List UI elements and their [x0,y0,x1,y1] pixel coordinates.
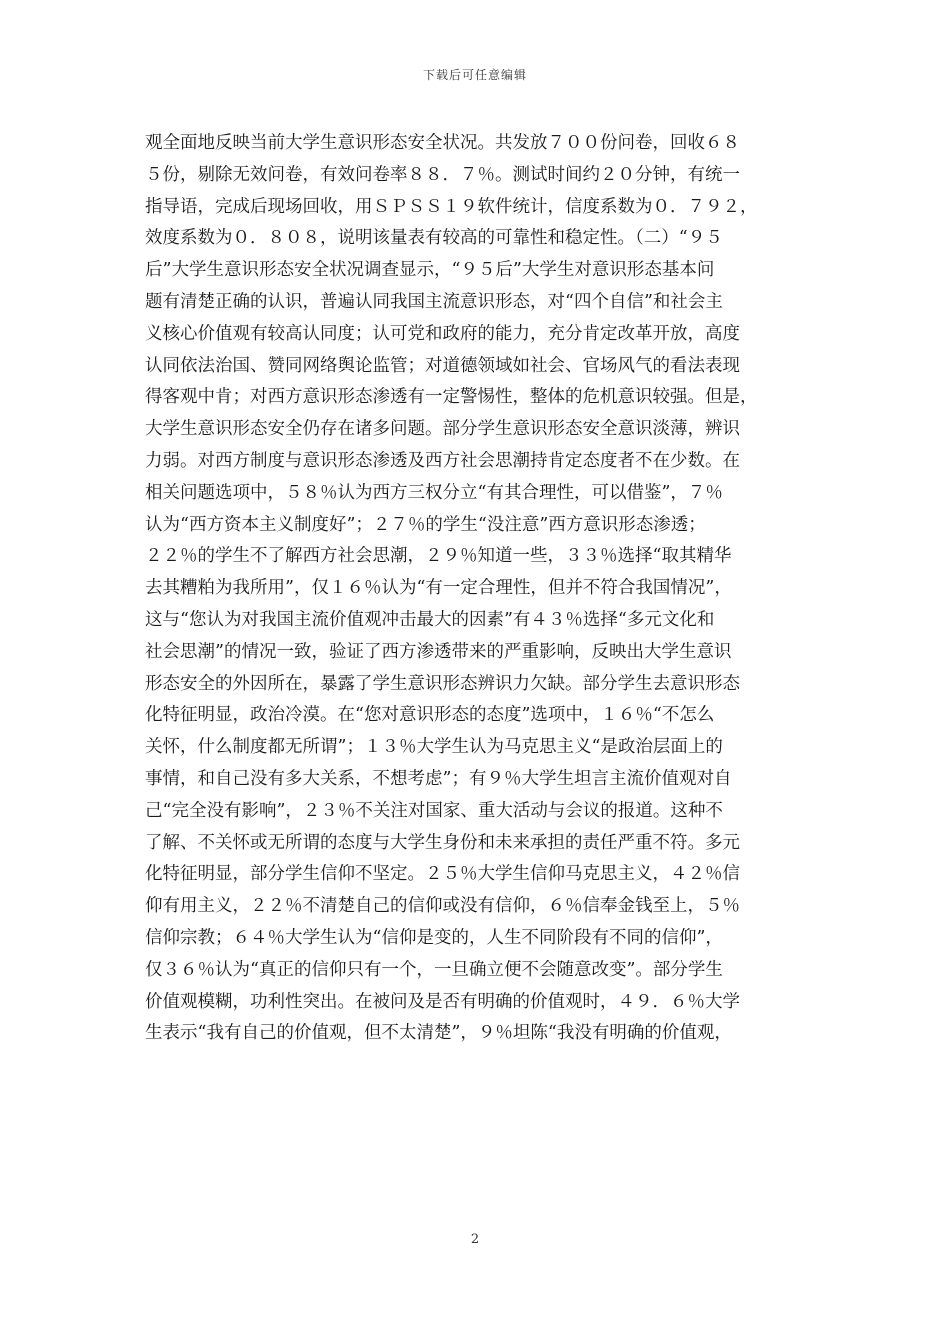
body-text-line: 这与“您认为对我国主流价值观冲击最大的因素”有４３％选择“多元文化和 [145,609,715,630]
body-text-line: ５份，剔除无效问卷，有效问卷率８８．７％。测试时间约２０分钟，有统一 [145,164,740,185]
body-text-line: 形态安全的外因所在，暴露了学生意识形态辨识力欠缺。部分学生去意识形态 [145,673,740,694]
body-text-line: 社会思潮”的情况一致，验证了西方渗透带来的严重影响，反映出大学生意识 [145,641,732,662]
body-text-line: 信仰宗教；６４％大学生认为“信仰是变的，人生不同阶段有不同的信仰”， [145,927,723,948]
body-text-line: 力弱。对西方制度与意识形态渗透及西方社会思潮持肯定态度者不在少数。在 [145,450,740,471]
body-text-line: 认为“西方资本主义制度好”；２７％的学生“没注意”西方意识形态渗透； [145,514,706,535]
body-text-line: 生表示“我有自己的价值观，但不太清楚”，９％坦陈“我没有明确的价值观， [145,1023,732,1044]
body-text-line: 了解、不关怀或无所谓的态度与大学生身份和未来承担的责任严重不符。多元 [145,832,740,853]
body-text-line: 己“完全没有影响”，２３％不关注对国家、重大活动与会议的报道。这种不 [145,800,723,821]
body-text-line: 化特征明显，部分学生信仰不坚定。２５％大学生信仰马克思主义，４２％信 [145,864,740,885]
body-text-line: 得客观中肯；对西方意识形态渗透有一定警惕性，整体的危机意识较强。但是， [145,387,758,408]
page-header-caption: 下载后可任意编辑 [422,68,527,82]
body-text-line: 事情，和自己没有多大关系，不想考虑”；有９％大学生坦言主流价值观对自 [145,768,732,789]
body-text-line: 义核心价值观有较高认同度；认可党和政府的能力，充分肯定改革开放，高度 [145,323,740,344]
body-text-line: 化特征明显，政治冷漠。在“您对意识形态的态度”选项中，１６％“不怎么 [145,705,715,726]
body-text-line: 观全面地反映当前大学生意识形态安全状况。共发放７００份问卷，回收６８ [145,133,740,153]
body-text-line: ２２％的学生不了解西方社会思潮，２９％知道一些，３３％选择“取其精华 [145,546,732,567]
body-text-line: 价值观模糊，功利性突出。在被问及是否有明确的价值观时，４９．６％大学 [145,991,740,1012]
body-text-line: 后”大学生意识形态安全状况调查显示，“９５后”大学生对意识形态基本问 [145,260,715,281]
body-text-line: 仰有用主义，２２％不清楚自己的信仰或没有信仰，６％信奉金钱至上，５％ [145,896,740,917]
page-number: 2 [470,1232,480,1247]
body-text-line: 指导语，完成后现场回收，用ＳＰＳＳ１９软件统计，信度系数为０．７９２， [145,196,758,217]
body-text-line: 认同依法治国、赞同网络舆论监管；对道德领域如社会、官场风气的看法表现 [145,355,740,376]
body-text-line: 关怀，什么制度都无所谓”；１３％大学生认为马克思主义“是政治层面上的 [145,737,723,758]
body-text-line: 相关问题选项中，５８％认为西方三权分立“有其合理性，可以借鉴”，７％ [145,482,723,503]
body-text-line: 大学生意识形态安全仍存在诸多问题。部分学生意识形态安全意识淡薄，辨识 [145,419,740,440]
body-text-line: 题有清楚正确的认识，普遍认同我国主流意识形态，对“四个自信”和社会主 [145,291,723,312]
body-text-line: 效度系数为０．８０８，说明该量表有较高的可靠性和稳定性。（二）“９５ [145,228,723,249]
document-body [145,128,813,1050]
body-text-line: 去其糟粕为我所用”，仅１６％认为“有一定合理性，但并不符合我国情况”， [145,578,732,599]
body-text-line: 仅３６％认为“真正的信仰只有一个，一旦确立便不会随意改变”。部分学生 [145,959,723,980]
